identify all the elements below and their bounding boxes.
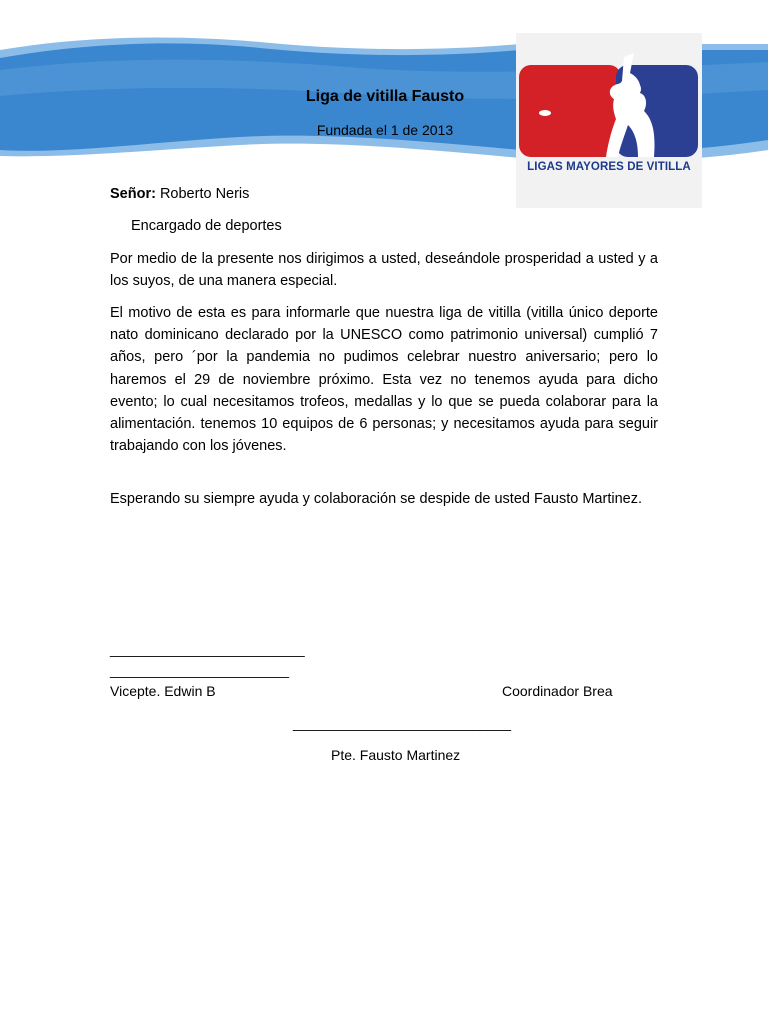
logo-text: LIGAS MAYORES DE VITILLA: [527, 161, 691, 173]
signer-vicepresident: Vicepte. Edwin B: [110, 683, 216, 699]
logo-graphic: [516, 33, 702, 208]
signature-line-1: _________________________: [110, 641, 305, 657]
signature-line-3: ____________________________: [293, 715, 512, 731]
salutation-label: Señor:: [110, 186, 156, 202]
paragraph-1-text: Por medio de la presente nos dirigimos a usted, deseándole prosperidad a usted y a los suyos, de una manera especial.: [110, 251, 658, 290]
vitilla-ball: [539, 110, 551, 116]
paragraph-2: [110, 302, 658, 457]
signer-coordinator: Coordinador Brea: [502, 683, 613, 699]
signature-line-2: _______________________: [110, 662, 290, 678]
batter-head: [627, 82, 641, 96]
salutation: [110, 186, 249, 202]
league-logo: [516, 33, 702, 208]
founded-date: Fundada el 1 de 2013: [316, 122, 454, 138]
paragraph-3-text: Esperando su siempre ayuda y colaboración se despide de usted Fausto Martinez.: [110, 491, 642, 507]
signer-president: Pte. Fausto Martinez: [331, 747, 461, 763]
league-title: Liga de vitilla Fausto: [305, 88, 465, 105]
recipient-name: Roberto Neris: [159, 186, 250, 202]
logo-red-panel: [519, 65, 621, 157]
paragraph-2-text: El motivo de esta es para informarle que nuestra liga de vitilla (vitilla único deporte nato dominicano declarado por la UNESCO como patrimonio universal) cumplió 7 años, pero ´por la pandemia no pudimos celebrar nuestro aniversario; pero lo haremos el 29 de noviembre próximo. Esta vez no tenemos ayuda para dicho evento; lo cual necesitamos trofeos, medallas y lo que se pueda colaborar para la alimentación. tenemos 10 equipos de 6 personas; y necesitamos ayuda para seguir trabajando con los jóvenes.: [110, 305, 658, 455]
paragraph-3: [110, 488, 658, 510]
paragraph-1: [110, 248, 658, 292]
recipient-role: Encargado de deportes: [131, 218, 282, 234]
